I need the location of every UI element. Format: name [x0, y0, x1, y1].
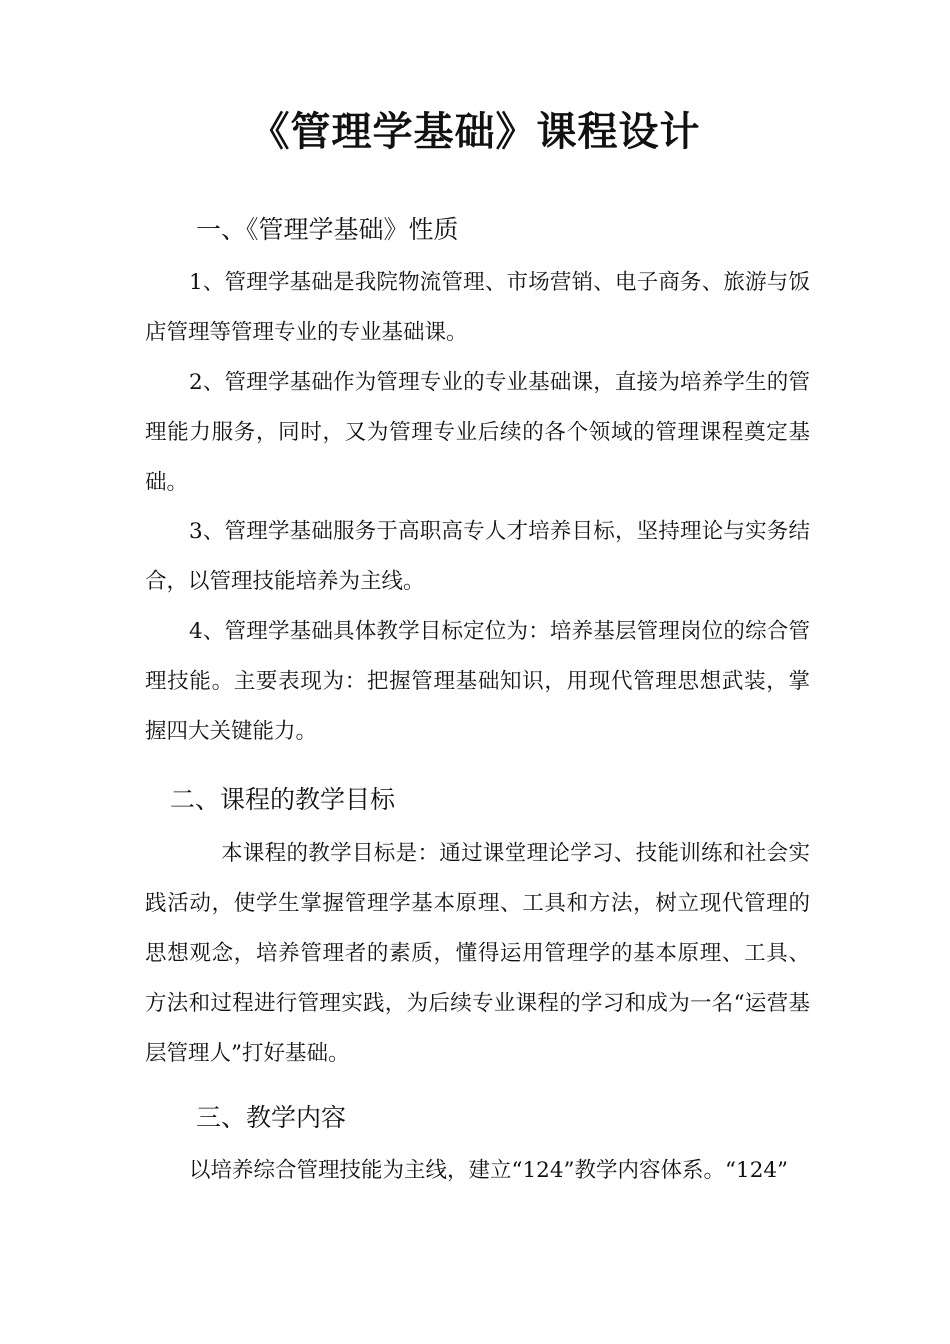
document-title: 《管理学基础》课程设计	[249, 108, 701, 155]
section-heading-content: 三、教学内容	[196, 1103, 347, 1132]
section-heading-goals: 二、课程的教学目标	[170, 785, 396, 814]
paragraph-1-1: 1、管理学基础是我院物流管理、市场营销、电子商务、旅游与饭店管理等管理专业的专业基础课。	[145, 270, 810, 345]
paragraph-1-2: 2、管理学基础作为管理专业的专业基础课，直接为培养学生的管理能力服务，同时，又为管理专业后续的各个领域的管理课程奠定基础。	[145, 370, 810, 495]
paragraph-1-4: 4、管理学基础具体教学目标定位为：培养基层管理岗位的综合管理技能。主要表现为：把握管理基础知识，用现代管理思想武装，掌握四大关键能力。	[145, 619, 810, 744]
section-heading-nature: 一、《管理学基础》性质	[196, 215, 459, 244]
paragraph-3-1: 以培养综合管理技能为主线，建立“124”教学内容体系。“124”	[189, 1158, 789, 1183]
paragraph-1-3: 3、管理学基础服务于高职高专人才培养目标，坚持理论与实务结合，以管理技能培养为主线。	[145, 519, 810, 594]
paragraph-2-1: 本课程的教学目标是：通过课堂理论学习、技能训练和社会实践活动，使学生掌握管理学基本原理、工具和方法，树立现代管理的思想观念，培养管理者的素质，懂得运用管理学的基本原理、工具、方法和过程进行管理实践，为后续专业课程的学习和成为一名“运营基层管理人”打好基础。	[145, 841, 810, 1066]
